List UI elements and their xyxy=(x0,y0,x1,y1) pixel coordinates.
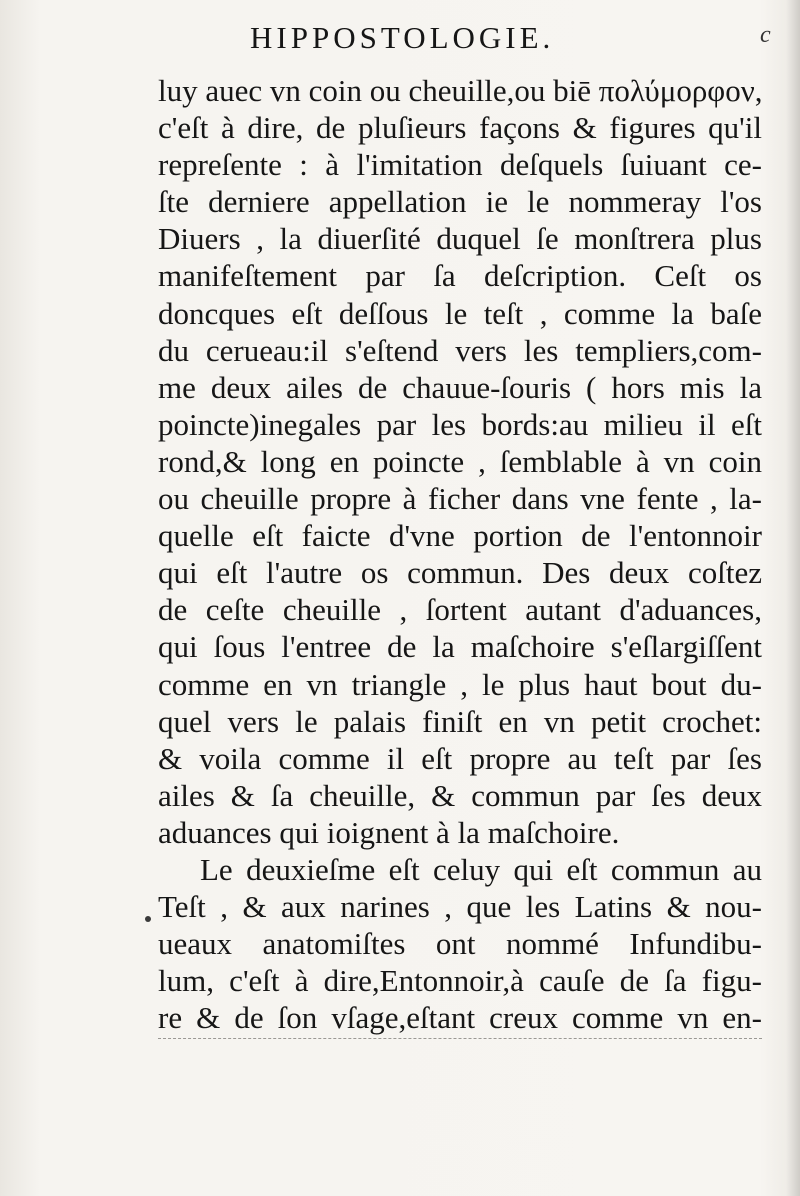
text-line: luy auec vn coin ou cheuille,ou biē πολύμορφον, xyxy=(158,73,762,108)
text-line: aduances qui ioignent à la maſchoire. xyxy=(158,814,620,850)
text-line: ou cheuille propre à ficher dans vne fente , la- xyxy=(158,481,762,517)
text-line: qui eſt l'autre os commun. Des deux coſtez xyxy=(158,555,762,591)
text-line: me deux ailes de chauue-ſouris ( hors mis la xyxy=(158,369,762,405)
body-text xyxy=(158,72,762,1036)
folio-mark: c xyxy=(760,22,771,48)
text-line: qui ſous l'entree de la maſchoire s'eſlargiſſent xyxy=(158,629,762,665)
text-line: c'eſt à dire, de pluſieurs façons & figures qu'il xyxy=(158,110,762,146)
text-line: & voila comme il eſt propre au teſt par ſes xyxy=(158,740,762,776)
text-line: rond,& long en poincte , ſemblable à vn coin xyxy=(158,443,762,479)
paragraph-start-line: Le deuxieſme eſt celuy qui eſt commun au xyxy=(200,851,762,887)
text-line: repreſente : à l'imitation deſquels ſuiuant ce- xyxy=(158,147,762,183)
bottom-rule xyxy=(158,1038,762,1039)
text-line: ſte derniere appellation ie le nommeray l'os xyxy=(158,184,762,220)
ink-dot xyxy=(145,916,151,922)
text-line: ailes & ſa cheuille, & commun par ſes deux xyxy=(158,777,762,813)
running-title: HIPPOSTOLOGIE. xyxy=(250,20,555,55)
text-line: quelle eſt faicte d'vne portion de l'entonnoir xyxy=(158,518,762,554)
text-line: quel vers le palais finiſt en vn petit crochet: xyxy=(158,703,762,739)
text-line: Diuers , la diuerſité duquel ſe monſtrera plus xyxy=(158,221,762,257)
text-line: doncques eſt deſſous le teſt , comme la baſe xyxy=(158,295,762,331)
text-line: re & de ſon vſage,eſtant creux comme vn en- xyxy=(158,1000,762,1036)
text-line: comme en vn triangle , le plus haut bout du- xyxy=(158,666,762,702)
text-line: manifeſtement par ſa deſcription. Ceſt os xyxy=(158,258,762,294)
text-line: de ceſte cheuille , ſortent autant d'aduances, xyxy=(158,592,762,628)
text-line: lum, c'eſt à dire,Entonnoir,à cauſe de ſa figu- xyxy=(158,963,762,999)
page-edge-shadow xyxy=(786,0,800,1196)
text-line: du cerueau:il s'eſtend vers les templiers,com- xyxy=(158,332,762,368)
text-line: Teſt , & aux narines , que les Latins & nou- xyxy=(158,889,762,925)
text-line: poincte)inegales par les bords:au milieu il eſt xyxy=(158,406,762,442)
text-line: ueaux anatomiſtes ont nommé Infundibu- xyxy=(158,926,762,962)
